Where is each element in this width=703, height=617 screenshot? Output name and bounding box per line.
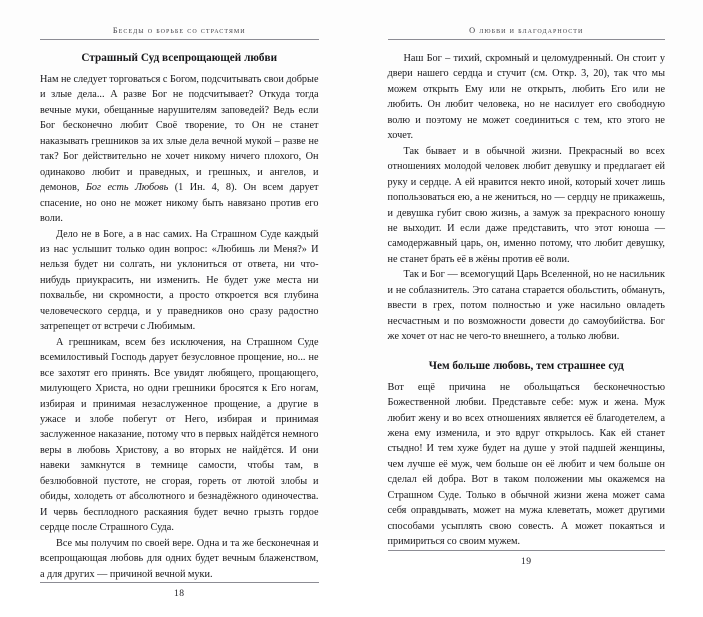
left-page-number: 18 — [40, 588, 319, 599]
left-running-head: Беседы о борьбе со страстями — [40, 26, 319, 35]
right-paragraph-3: Так и Бог — всемогущий Царь Вселенной, но не насильник и не соблазнитель. Это сатана старается обольстить, обмануть, ввести в грех, потом полностью и уже насильно овладеть несчастным и по возможности довести до самоубийства. Бог же хочет от нас не чего-то внешнего, а только любви. — [388, 267, 666, 344]
left-section-title: Страшный Суд всепрощающей любви — [40, 51, 319, 65]
scripture-quote: Бог есть Любовь — [86, 182, 168, 193]
scripture-reference: (1 Ин. 4, 8). Он всем дарует спасение, но оно не может никому быть навязано против его воли. — [40, 182, 319, 224]
right-running-head-zone — [388, 0, 666, 40]
left-footer-rule — [40, 582, 319, 583]
left-paragraph-4: Все мы получим по своей вере. Одна и та же бесконечная и всепрощающая любовь для одних будет вечным блаженством, а для других — причиной вечной муки. — [40, 536, 319, 582]
right-footer-rule — [388, 550, 666, 551]
right-section-title: Чем больше любовь, тем страшнее суд — [388, 359, 666, 373]
left-paragraph-1 — [40, 72, 319, 227]
right-folio-zone — [388, 550, 666, 585]
right-body — [388, 40, 666, 550]
left-paragraph-3: А грешникам, всем без исключения, на Страшном Суде всемилостивый Господь дарует безусловное прощение, но... не все захотят его принять. Все увидят любящего, прощающего, милующего Христа, но одни грешники бросятся к Его ногам, избирая и принимая незаслуженное прощение, а другие в ужасе и злобе побегут от Него, избирая и принимая заслуженное наказание, потому что в первых найдётся немного веры в любовь Христову, а во вторых не найдётся. И они навеки замкнутся в темнице самости, чтобы там, в безлюбовной пустоте, не сгорая, гореть от лютой злобы и обиды, холодеть от абсолютного и безнадёжного одиночества. И червь бесплодного раскаяния будет вечно грызть гордое сердце после Страшного Суда. — [40, 335, 319, 536]
left-paragraph-1-text: Нам не следует торговаться с Богом, подсчитывать свои добрые и злые дела... А разве Бог не подсчитывает? Откуда тогда вечные муки, обещанные нарушителям заповедей? Ведь если Бог бесконечно любит Своё творение, то Он не станет наказывать грешников за их злые дела вечной мукой – разве не так? Бог действительно не хочет никому ничего плохого, Он одинаково любит и праведных, и грешных, и ангелов, и демонов, — [40, 74, 319, 193]
right-running-head: О любви и благодарности — [388, 26, 666, 35]
left-paragraph-2: Дело не в Боге, а в нас самих. На Страшном Суде каждый из нас услышит только один вопрос: «Любишь ли Меня?» И нельзя будет ни солгать, ни уклониться от ответа, ни что-нибудь приукрасить, ни изменить. Не будет уже места ни похвальбе, ни скромности, а просто откроется вся глубина человеческого сердца, и у праведников оно сразу радостно затрепещет от встречи с Любимым. — [40, 227, 319, 335]
page-left — [0, 0, 352, 540]
left-running-head-zone — [40, 0, 319, 40]
right-paragraph-4: Вот ещё причина не обольщаться бесконечностью Божественной любви. Представьте себе: муж и жена. Муж любит жену и во всех отношениях является её благодетелем, а жена ему изменила, и это вдруг открылось. Как ей станет стыдно! И тем хуже будет на душе у этой падшей женщины, чем лучше её муж, чем больше он её любит и чем больше он сделал ей добра. Вот в таком положении мы окажемся на Страшном Суде. Только в обычной жизни жена может сама себя оправдывать, может на мужа клеветать, может другими способами усыплять свою совесть. А может покаяться и примириться со своим мужем. — [388, 380, 666, 550]
right-paragraph-2: Так бывает и в обычной жизни. Прекрасный во всех отношениях молодой человек любит девушку и предлагает ей руку и сердце. А ей нравится некто иной, который хочет лишь попользоваться ею, а не жениться, но — сердцу не прикажешь, и девушка губит свою жизнь, а замуж за прекрасного юношу не выходит. И если даже представить, что этот юноша — самодержавный царь, он, именно потому, что любит девушку, не станет брать её в жёны против её воли. — [388, 144, 666, 268]
right-page-number: 19 — [388, 556, 666, 567]
page-right — [352, 0, 703, 540]
right-paragraph-1: Наш Бог – тихий, скромный и целомудренный. Он стоит у двери нашего сердца и стучит (см. Откр. 3, 20), так что мы можем открыть Ему или не открыть, любить Его или не любить. Он любит человека, но не насилует его свободную волю и поэтому не может соединиться с тем, кто этого не хочет. — [388, 51, 666, 144]
left-body — [40, 40, 319, 582]
left-folio-zone — [40, 582, 319, 617]
